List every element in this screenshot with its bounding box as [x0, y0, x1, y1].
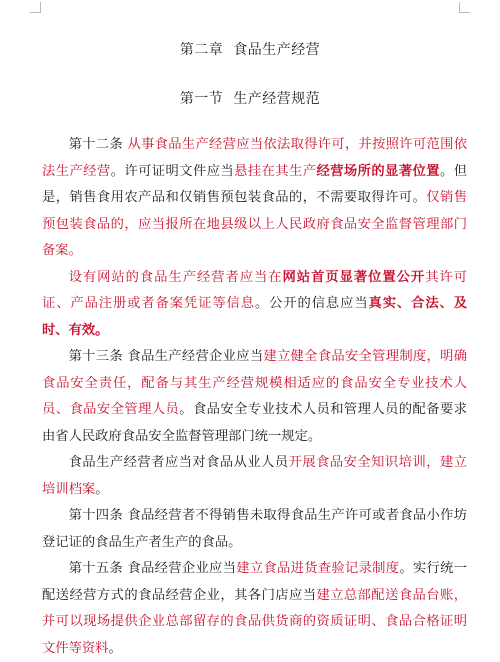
paragraph-article-15 [42, 556, 467, 662]
text-run: 。许可证明文件应当 [110, 163, 235, 179]
text-run: 悬挂在其生产 [234, 163, 317, 179]
margin-corner-mark [30, 2, 41, 13]
text-run: 其许可证、产品注册或者备案凭证等信息 [42, 269, 468, 311]
section-title: 第一节 生产经营规范 [179, 91, 321, 107]
text-run: 第十四条 食品经营者不得销售未取得食品生产许可或者食品小作坊登记证的食品生产者生产的食品。 [42, 508, 467, 550]
text-run: 设有网站的食品生产经营者应当在 [68, 269, 283, 285]
text-run: 从事食品生产经营应当依法取得许可，并按照许可范围依法生产经营 [42, 137, 467, 179]
paragraph-website-disclosure [42, 265, 467, 345]
text-run: 真实、合法、及时、有效。 [42, 296, 468, 338]
text-run: 。食品安全专业技术人员和管理人员的配备要求由省人民政府食品安全监督管理部门统一规定。 [42, 402, 467, 444]
paragraph-training [42, 450, 467, 503]
text-run: 第十三条 食品生产经营企业应当 [68, 349, 264, 364]
text-run: 建立食品进货查验记录制度 [236, 561, 400, 576]
text-run: 仅销售预包装食品的，应当报所在地县级以上人民政府食品安全监督管理部门备案。 [42, 190, 468, 258]
text-run: 开展食品安全知识培训，建立培训档案 [42, 455, 467, 497]
text-run: 食品生产经营者应当对食品从业人员 [68, 455, 289, 470]
text-run: 网站首页显著位置公开 [282, 269, 426, 285]
paragraph-article-13 [42, 344, 467, 450]
text-run: 第十二条 [68, 137, 128, 152]
chapter-title: 第二章 食品生产经营 [179, 42, 321, 58]
text-run: 。 [108, 640, 122, 656]
document-body [42, 132, 467, 662]
text-run: 经营场所的显著位置 [316, 163, 440, 179]
text-run: 建立总部配送食品台账，并可以现场提供企业总部留存的食品供货商的资质证明、食品合格证明文件等资料 [42, 587, 467, 656]
text-run: 。公开的信息应当 [254, 296, 369, 311]
text-run: 。但是，销售食用农产品和仅销售预包装食品的，不需要取得许可。 [42, 163, 468, 205]
text-run: 建立健全食品安全管理制度，明确食品安全责任，配备与其生产经营规模相适应的食品安全专业技术人员、食品安全管理人员 [42, 349, 467, 417]
paragraph-article-12 [42, 132, 467, 265]
margin-corner-mark [459, 2, 470, 13]
paragraph-article-14 [42, 503, 467, 556]
text-run: 。实行统一配送经营方式的食品经营企业，其各门店应当 [42, 561, 468, 603]
text-run: 。 [95, 481, 109, 497]
text-run: 第十五条 食品经营企业应当 [68, 561, 237, 576]
